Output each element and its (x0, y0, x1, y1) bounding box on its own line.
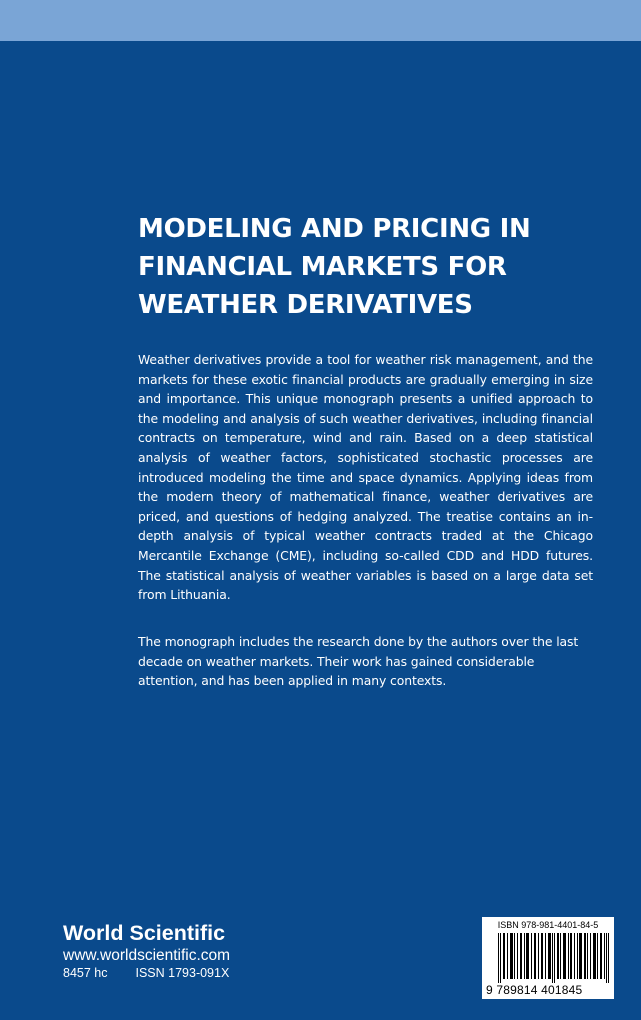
top-band (0, 0, 641, 41)
catalog-code: 8457 hc (63, 966, 108, 980)
blurb-paragraph-1: Weather derivatives provide a tool for weather risk management, and the markets for these exotic financial products are gradually emerging in size and importance. This unique monograph presents a unified approach to the modeling and analysis of such weather derivatives, including financial contracts on temperature, wind and rain. Based on a deep statistical analysis of weather factors, sophisticated stochastic processes are introduced modeling the time and space dynamics. Applying ideas from the modern theory of mathematical finance, weather derivatives are priced, and questions of hedging analyzed. The treatise contains an in-depth analysis of typical weather contracts traded at the Chicago Mercantile Exchange (CME), including so-called CDD and HDD futures. The statistical analysis of weather variables is based on a large data set from Lithuania. (138, 352, 593, 603)
barcode (482, 917, 614, 999)
title-line-3: WEATHER DERIVATIVES (138, 290, 473, 320)
blurb-paragraph-2: The monograph includes the research done by the authors over the last decade on weather markets. Their work has gained considerable attention, and has been applied in many contexts. (138, 634, 579, 689)
title-line-1: MODELING AND PRICING IN (138, 214, 531, 244)
barcode-bars (498, 933, 610, 983)
issn: ISSN 1793-091X (135, 966, 230, 980)
publisher-name: World Scientific (63, 921, 226, 945)
title-line-2: FINANCIAL MARKETS FOR (138, 252, 507, 282)
book-title (138, 210, 578, 324)
publisher-block (63, 920, 257, 982)
publisher-url: www.worldscientific.com (63, 947, 231, 964)
isbn-label: ISBN 978-981-4401-84-5 (497, 920, 599, 930)
barcode-digits: 9 789814 401845 (486, 983, 583, 997)
publisher-codes (63, 965, 257, 982)
